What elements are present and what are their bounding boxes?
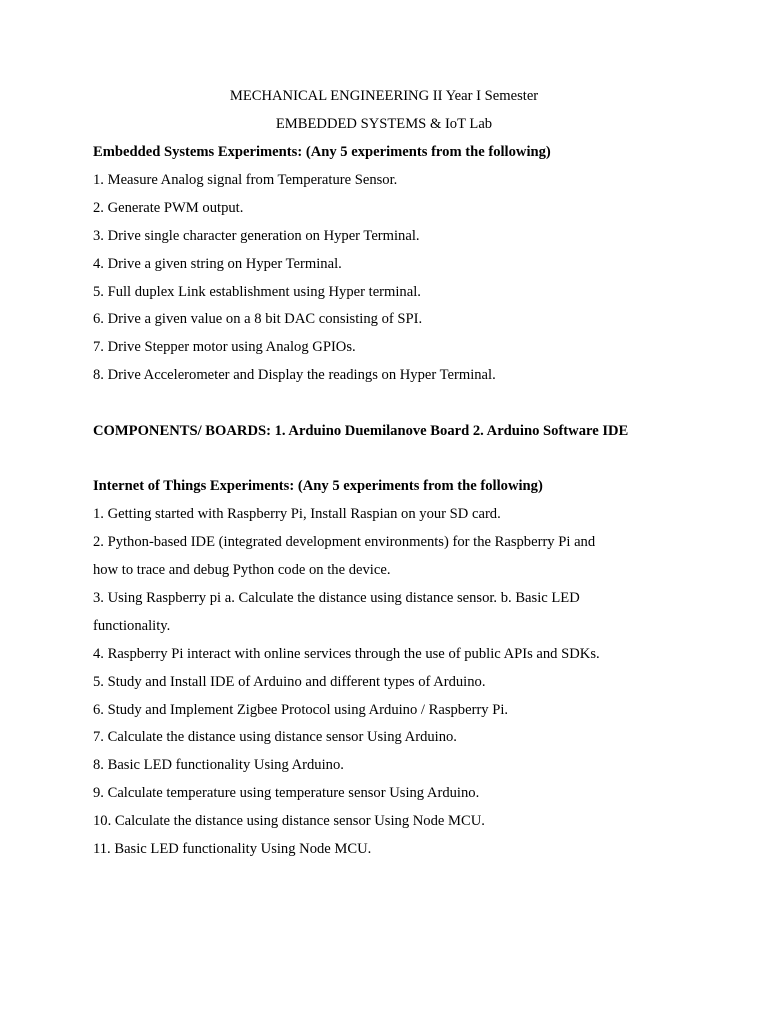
iot-item: 6. Study and Implement Zigbee Protocol using Arduino / Raspberry Pi.: [93, 702, 509, 718]
embedded-section-heading: Embedded Systems Experiments: (Any 5 experiments from the following): [93, 144, 551, 160]
iot-item: 9. Calculate temperature using temperature sensor Using Arduino.: [93, 785, 480, 801]
embedded-item: 5. Full duplex Link establishment using Hyper terminal.: [93, 284, 421, 300]
components-boards-line: COMPONENTS/ BOARDS: 1. Arduino Duemilanove Board 2. Arduino Software IDE: [93, 423, 629, 439]
embedded-item: 2. Generate PWM output.: [93, 200, 244, 216]
iot-item: 11. Basic LED functionality Using Node MCU.: [93, 841, 372, 857]
embedded-item: 7. Drive Stepper motor using Analog GPIOs.: [93, 339, 356, 355]
iot-item-continuation: how to trace and debug Python code on the device.: [93, 562, 391, 578]
iot-section-heading: Internet of Things Experiments: (Any 5 experiments from the following): [93, 478, 543, 494]
embedded-item: 1. Measure Analog signal from Temperature Sensor.: [93, 172, 398, 188]
iot-item-continuation: functionality.: [93, 618, 171, 634]
embedded-item: 3. Drive single character generation on Hyper Terminal.: [93, 228, 420, 244]
embedded-item: 8. Drive Accelerometer and Display the readings on Hyper Terminal.: [93, 367, 496, 383]
page-title: MECHANICAL ENGINEERING II Year I Semester: [229, 88, 539, 104]
embedded-item: 4. Drive a given string on Hyper Terminal.: [93, 256, 342, 272]
iot-item: 8. Basic LED functionality Using Arduino.: [93, 757, 344, 773]
iot-item: 7. Calculate the distance using distance sensor Using Arduino.: [93, 729, 457, 745]
iot-item: 1. Getting started with Raspberry Pi, Install Raspian on your SD card.: [93, 506, 501, 522]
iot-item: 3. Using Raspberry pi a. Calculate the distance using distance sensor. b. Basic LED: [93, 590, 580, 606]
iot-item: 2. Python-based IDE (integrated development environments) for the Raspberry Pi and: [93, 534, 596, 550]
iot-item: 5. Study and Install IDE of Arduino and different types of Arduino.: [93, 674, 486, 690]
iot-item: 10. Calculate the distance using distance sensor Using Node MCU.: [93, 813, 485, 829]
embedded-item: 6. Drive a given value on a 8 bit DAC consisting of SPI.: [93, 311, 423, 327]
iot-item: 4. Raspberry Pi interact with online services through the use of public APIs and SDKs.: [93, 646, 600, 662]
page-subtitle: EMBEDDED SYSTEMS & IoT Lab: [275, 116, 493, 132]
